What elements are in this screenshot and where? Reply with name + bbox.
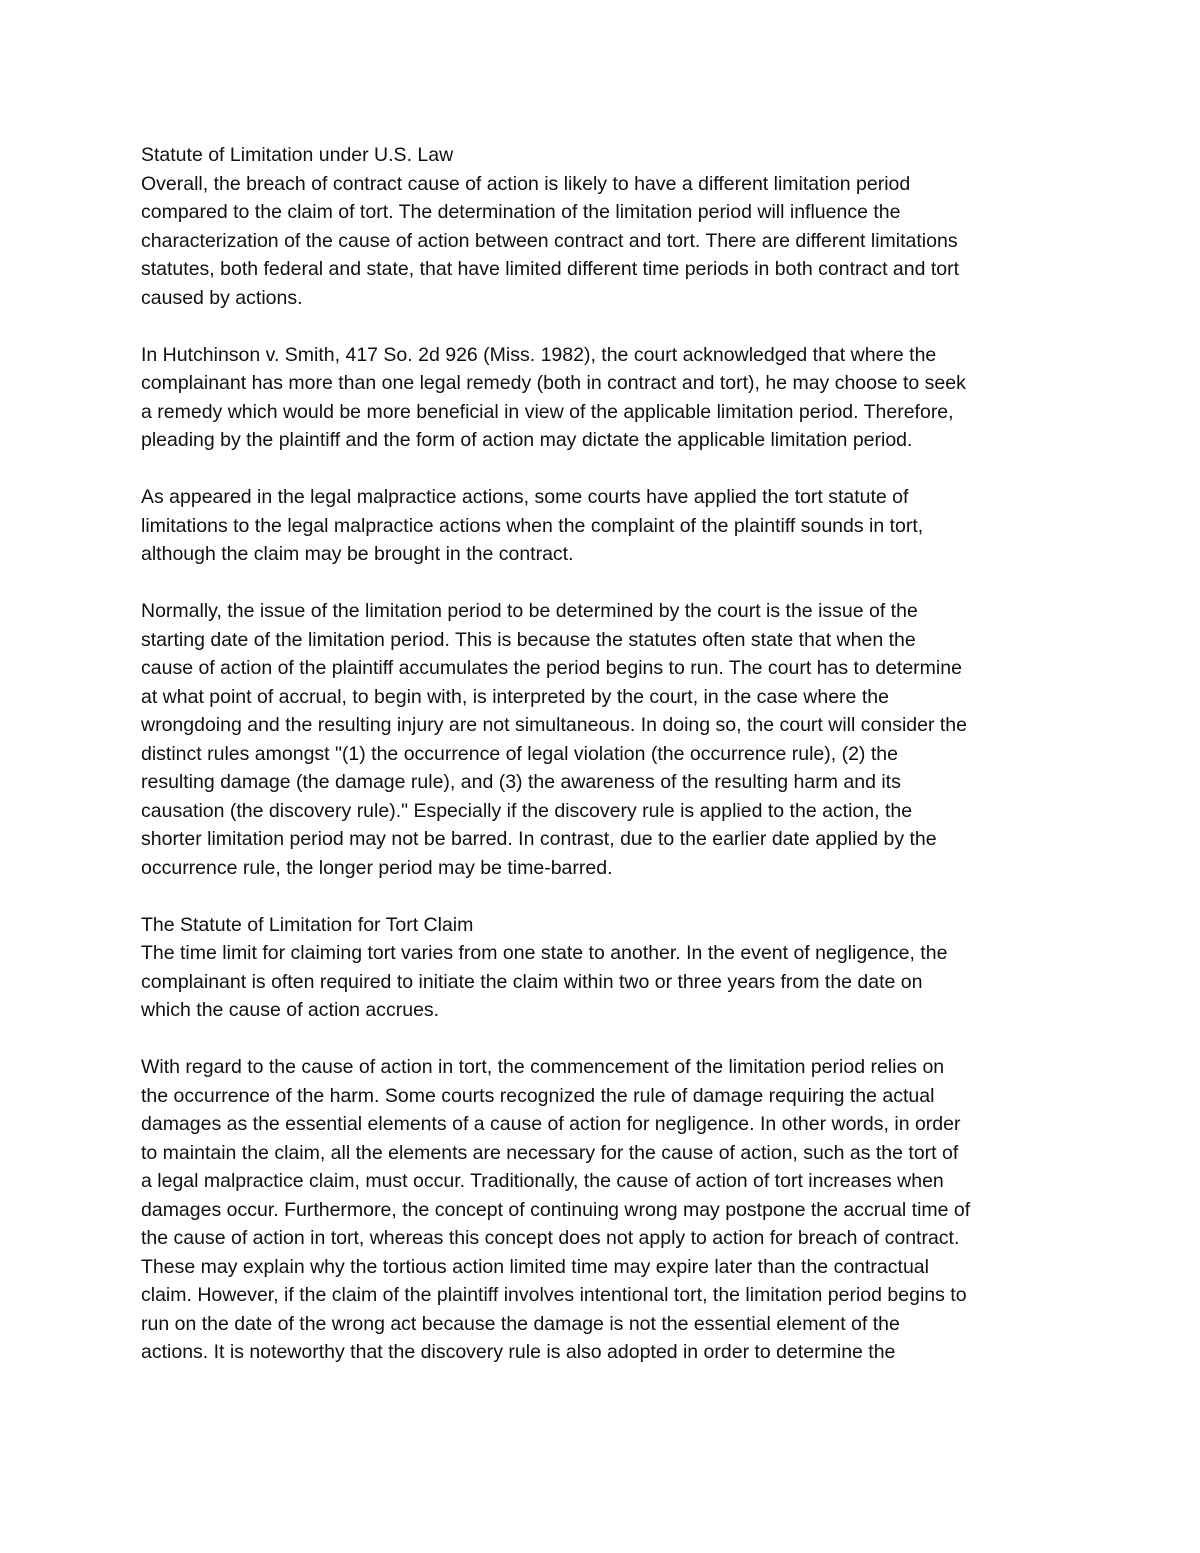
section-heading-tort-claim: The Statute of Limitation for Tort Claim [141, 913, 474, 936]
paragraph-legal-malpractice [141, 483, 1066, 569]
paragraph-spacer [141, 1025, 1066, 1054]
text-line: shorter limitation period may not be barred. In contrast, due to the earlier date applied by the [141, 828, 937, 850]
text-line: damages occur. Furthermore, the concept of continuing wrong may postpone the accrual time of [141, 1198, 971, 1221]
paragraph-spacer [141, 312, 1066, 341]
paragraph-hutchinson [141, 341, 1066, 455]
paragraph-spacer [141, 882, 1066, 911]
text-line: claim. However, if the claim of the plaintiff involves intentional tort, the limitation period begins to [141, 1284, 967, 1306]
text-line: run on the date of the wrong act because the damage is not the essential element of the [141, 1312, 900, 1335]
paragraph-cause-of-action-in-tort [141, 1053, 1066, 1367]
paragraph-time-limit [141, 939, 1066, 1025]
text-line: distinct rules amongst "(1) the occurrence of legal violation (the occurrence rule), (2) the [141, 742, 898, 765]
text-line: damages as the essential elements of a cause of action for negligence. In other words, in order [141, 1113, 961, 1135]
text-line: complainant has more than one legal remedy (both in contract and tort), he may choose to seek [141, 372, 966, 394]
text-line: caused by actions. [141, 286, 303, 309]
text-line: occurrence rule, the longer period may be time-barred. [141, 856, 613, 879]
text-line: which the cause of action accrues. [141, 999, 440, 1021]
text-line: Overall, the breach of contract cause of action is likely to have a different limitation period [141, 172, 911, 195]
text-line: to maintain the claim, all the elements are necessary for the cause of action, such as the tort of [141, 1141, 959, 1164]
section-heading-us-law: Statute of Limitation under U.S. Law [141, 144, 454, 166]
text-line: statutes, both federal and state, that have limited different time periods in both contract and tort [141, 258, 960, 280]
text-line: Normally, the issue of the limitation period to be determined by the court is the issue of the [141, 600, 918, 622]
text-line: pleading by the plaintiff and the form of action may dictate the applicable limitation period. [141, 429, 913, 451]
text-line: the occurrence of the harm. Some courts recognized the rule of damage requiring the actual [141, 1084, 935, 1107]
text-line: As appeared in the legal malpractice actions, some courts have applied the tort statute of [141, 486, 909, 508]
paragraph-spacer [141, 455, 1066, 484]
paragraph-overview [141, 170, 1066, 313]
text-line: These may explain why the tortious action limited time may expire later than the contractual [141, 1255, 929, 1278]
text-line: a remedy which would be more beneficial in view of the applicable limitation period. Therefore, [141, 400, 954, 423]
text-line: actions. It is noteworthy that the discovery rule is also adopted in order to determine the [141, 1341, 896, 1363]
text-line: although the claim may be brought in the contract. [141, 543, 574, 565]
text-line: complainant is often required to initiate the claim within two or three years from the date on [141, 970, 923, 993]
text-line: wrongdoing and the resulting injury are not simultaneous. In doing so, the court will consider the [141, 714, 967, 736]
paragraph-starting-date [141, 597, 1066, 882]
text-line: characterization of the cause of action between contract and tort. There are different limitations [141, 229, 958, 252]
text-line: starting date of the limitation period. This is because the statutes often state that when the [141, 628, 916, 651]
text-line: cause of action of the plaintiff accumulates the period begins to run. The court has to determine [141, 657, 962, 679]
text-line: causation (the discovery rule)." Especially if the discovery rule is applied to the action, the [141, 799, 913, 822]
text-line: compared to the claim of tort. The determination of the limitation period will influence the [141, 201, 901, 223]
document-page [141, 141, 1066, 1367]
text-line: limitations to the legal malpractice actions when the complaint of the plaintiff sounds in tort, [141, 514, 924, 537]
text-line: With regard to the cause of action in tort, the commencement of the limitation period relies on [141, 1056, 945, 1078]
text-line: the cause of action in tort, whereas this concept does not apply to action for breach of contract. [141, 1227, 960, 1249]
paragraph-spacer [141, 569, 1066, 598]
text-line: The time limit for claiming tort varies from one state to another. In the event of negligence, the [141, 942, 948, 964]
text-line: a legal malpractice claim, must occur. Traditionally, the cause of action of tort increases when [141, 1170, 944, 1192]
text-line: In Hutchinson v. Smith, 417 So. 2d 926 (Miss. 1982), the court acknowledged that where the [141, 343, 937, 366]
text-line: at what point of accrual, to begin with, is interpreted by the court, in the case where the [141, 685, 889, 708]
text-line: resulting damage (the damage rule), and (3) the awareness of the resulting harm and its [141, 771, 901, 793]
